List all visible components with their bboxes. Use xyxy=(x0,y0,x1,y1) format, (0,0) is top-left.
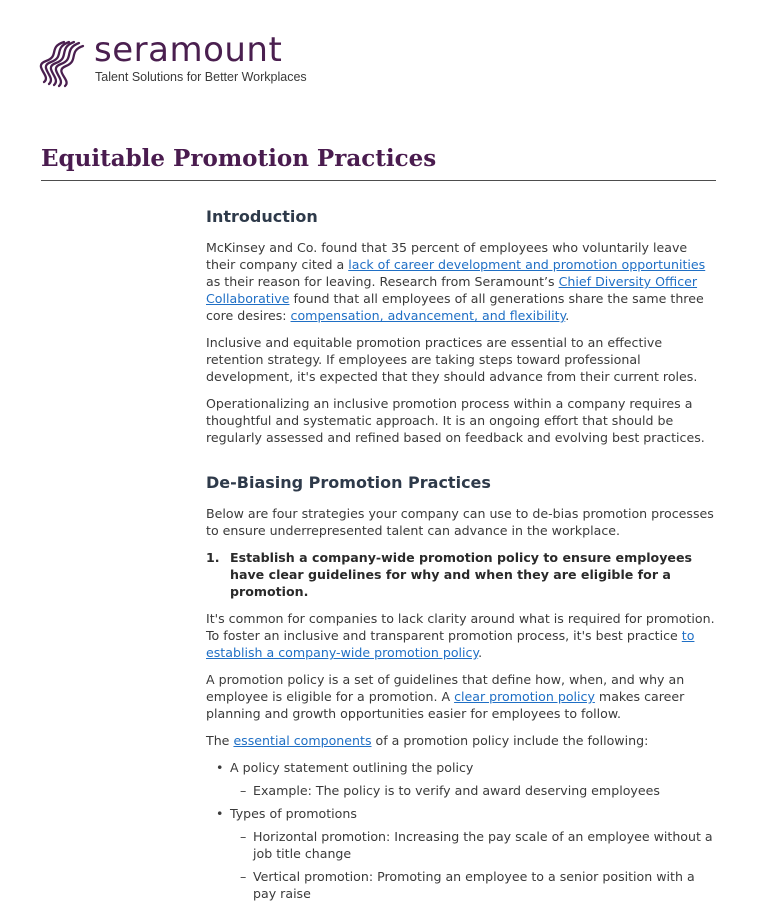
link-core-desires[interactable]: compensation, advancement, and flexibility xyxy=(290,308,566,323)
intro-p1-text-4: . xyxy=(565,308,570,323)
logo-tagline: Talent Solutions for Better Workplaces xyxy=(95,70,307,84)
clarity-text-2: . xyxy=(478,645,483,660)
numbered-item-1 xyxy=(206,549,718,600)
sub-list-item-text: Horizontal promotion: Increasing the pay scale of an employee without a job title change xyxy=(253,829,713,861)
policy-text-1: A promotion policy is a set of guidelines that define how, when, and why an employee is eligible for a promotion. A xyxy=(206,672,685,704)
sub-list-item xyxy=(240,868,718,902)
title-divider xyxy=(41,180,716,181)
clarity-text-1: It's common for companies to lack clarity around what is required for promotion. To foster an inclusive and transparent promotion process, it's best practice xyxy=(206,611,715,643)
components-paragraph xyxy=(206,732,718,749)
document-title: Equitable Promotion Practices xyxy=(41,145,437,172)
dash-glyph: – xyxy=(240,829,247,844)
logo-wordmark: seramount xyxy=(94,30,283,70)
sub-list-item-text: Vertical promotion: Promoting an employee to a senior position with a pay raise xyxy=(253,869,695,901)
seramount-wave-logo-icon xyxy=(38,38,86,88)
intro-paragraph-1 xyxy=(206,239,718,324)
link-essential-components[interactable]: essential components xyxy=(233,733,372,748)
dash-glyph: – xyxy=(240,869,247,884)
list-item xyxy=(216,805,718,822)
sub-list-item xyxy=(240,782,718,799)
seramount-logo xyxy=(38,30,338,90)
sub-list xyxy=(216,828,718,902)
item-text: Establish a company-wide promotion policy to ensure employees have clear guidelines for why and when they are eligible for a promotion. xyxy=(230,550,692,599)
item-number: 1. xyxy=(206,550,220,565)
intro-paragraph-3: Operationalizing an inclusive promotion process within a company requires a thoughtful and systematic approach. It is an ongoing effort that should be regularly assessed and refined based on feedback and evolving best practices. xyxy=(206,396,705,445)
link-clear-promotion-policy[interactable]: clear promotion policy xyxy=(454,689,595,704)
list-item-text: A policy statement outlining the policy xyxy=(230,760,474,775)
list-item-text: Types of promotions xyxy=(230,806,357,821)
bullet-glyph: • xyxy=(216,806,224,821)
components-text-2: of a promotion policy include the following: xyxy=(371,733,649,748)
introduction-heading: Introduction xyxy=(206,207,318,226)
link-career-development[interactable]: lack of career development and promotion opportunities xyxy=(348,257,706,272)
dash-glyph: – xyxy=(240,783,247,798)
clarity-paragraph xyxy=(206,610,718,661)
link-establish-policy[interactable]: to establish a company-wide promotion policy xyxy=(206,628,695,660)
debiasing-heading: De-Biasing Promotion Practices xyxy=(206,473,491,492)
list-item xyxy=(216,759,718,776)
bullet-glyph: • xyxy=(216,760,224,775)
link-cdo-collaborative[interactable]: Chief Diversity Officer Collaborative xyxy=(206,274,698,306)
components-text-1: The xyxy=(206,733,234,748)
debiasing-intro: Below are four strategies your company can use to de-bias promotion processes to ensure underrepresented talent can advance in the workplace. xyxy=(206,506,714,538)
components-list xyxy=(206,759,718,902)
policy-paragraph xyxy=(206,671,718,722)
sub-list-item-text: Example: The policy is to verify and award deserving employees xyxy=(253,783,660,798)
policy-text-2: makes career planning and growth opportunities easier for employees to follow. xyxy=(206,689,685,721)
sub-list-item xyxy=(240,828,718,862)
sub-list xyxy=(216,782,718,799)
intro-p1-text-1: McKinsey and Co. found that 35 percent of employees who voluntarily leave their company cited a xyxy=(206,240,688,272)
intro-p1-text-2: as their reason for leaving. Research from Seramount’s xyxy=(206,274,559,289)
document-body xyxy=(206,206,718,908)
intro-p1-text-3: found that all employees of all generations share the same three core desires: xyxy=(206,291,704,323)
intro-paragraph-2: Inclusive and equitable promotion practices are essential to an effective retention strategy. If employees are taking steps toward professional development, it's expected that they should advance from their current roles. xyxy=(206,335,698,384)
